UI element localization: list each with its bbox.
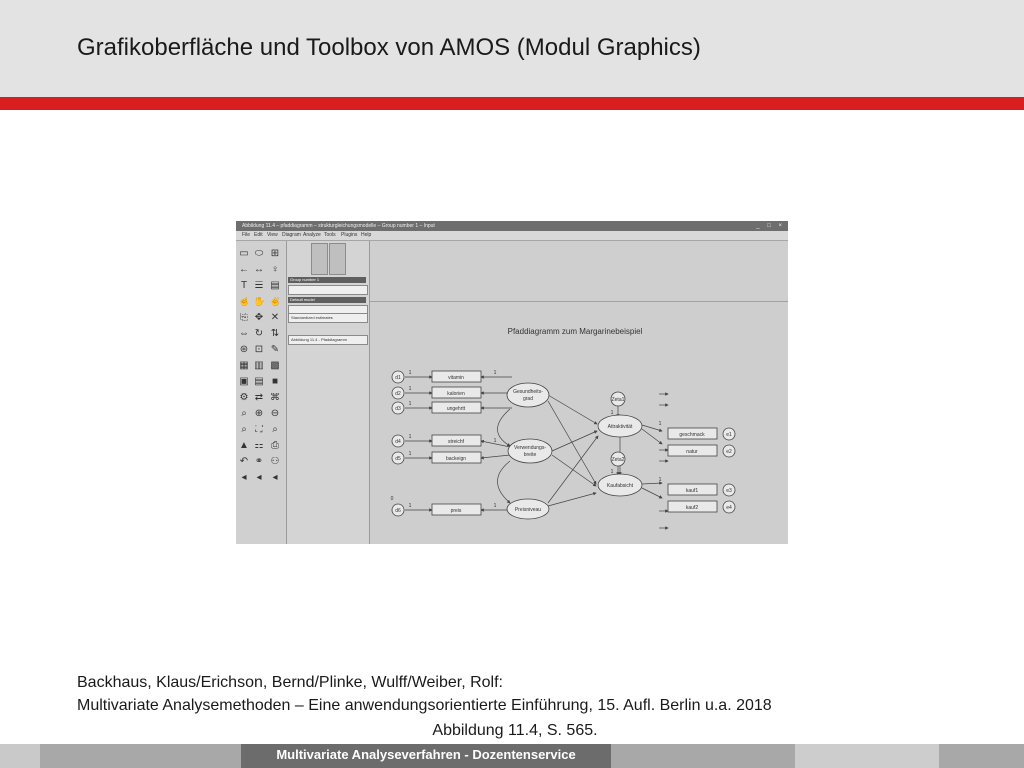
multiple-group-icon[interactable]: ⚏	[254, 441, 264, 451]
touch-up-icon[interactable]: ✎	[270, 345, 280, 355]
citation-book: Multivariate Analysemethoden – Eine anwendungsorientierte Einführung, 15. Aufl. Berlin u.a. 2018	[77, 697, 772, 714]
zoom-in-icon[interactable]: ⊕	[254, 409, 264, 419]
error-d6: d6	[395, 508, 401, 514]
path-label: 1	[408, 451, 412, 457]
rotate-icon[interactable]: ↻	[254, 329, 264, 339]
window-controls[interactable]: _ □ ×	[756, 223, 785, 229]
menu-edit[interactable]: Edit	[254, 232, 263, 238]
text-output-icon[interactable]: ▤	[254, 377, 264, 387]
ellipse-icon[interactable]: ⬭	[254, 249, 264, 259]
indicator-geschmack: geschmack	[679, 432, 705, 438]
arrow-left-icon[interactable]: ◂	[241, 473, 247, 483]
zoom-out-icon[interactable]: ⊖	[270, 409, 280, 419]
path-label: 1	[493, 370, 497, 376]
model-bar: Default model	[288, 297, 366, 303]
amos-toolbox	[236, 241, 287, 544]
path-label: 1	[408, 370, 412, 376]
degrees-of-freedom-icon[interactable]: ▲	[239, 441, 249, 451]
title-icon[interactable]: T	[240, 281, 248, 291]
construct-verwendungsbreite-1: Verwendungs-	[514, 445, 546, 451]
menu-diagram[interactable]: Diagram	[282, 232, 301, 238]
indicator-backeign: backeign	[445, 456, 467, 462]
path-label: 1	[610, 410, 614, 416]
error-d1: d1	[395, 375, 401, 381]
drawing-area[interactable]	[370, 241, 788, 544]
data-file-icon[interactable]: ▦	[239, 361, 249, 371]
input-path-button[interactable]	[311, 243, 328, 275]
indicator-streichf: streichf	[447, 439, 465, 445]
scroll-icon[interactable]: ⊡	[254, 345, 264, 355]
shape-change-icon[interactable]: ⇔	[239, 329, 249, 339]
copy-icon[interactable]: ⎘	[240, 313, 248, 323]
path-label: 1	[408, 386, 412, 392]
path-label: 1	[493, 503, 497, 509]
clipboard-icon[interactable]: ▣	[239, 377, 249, 387]
window-title-bar	[236, 221, 788, 231]
menu-help[interactable]: Help	[361, 232, 372, 238]
error-e2: e2	[726, 449, 732, 455]
error-e3: e3	[726, 488, 732, 494]
fit-page-icon[interactable]: ⛶	[255, 425, 263, 435]
path-label: 1	[408, 434, 412, 440]
arrow-left-icon[interactable]: ◂	[272, 473, 278, 483]
double-arrow-icon[interactable]: ↔	[254, 265, 264, 275]
menu-tools[interactable]: Tools	[324, 232, 336, 238]
output-path-button[interactable]	[329, 243, 346, 275]
file-list[interactable]: Abbildung 11.4 - Pfaddiagramm	[288, 335, 368, 345]
error-d4: d4	[395, 439, 401, 445]
print-icon[interactable]: ⎙	[271, 441, 279, 451]
group-bar: Group number 1	[288, 277, 366, 283]
slide-title: Grafikoberfläche und Toolbox von AMOS (Modul Graphics)	[77, 34, 701, 61]
arrow-left-icon[interactable]: ◂	[256, 473, 262, 483]
construct-gesundheitsgrad-1: Gesundheits-	[513, 389, 543, 395]
citation-authors: Backhaus, Klaus/Erichson, Bernd/Plinke, Wulff/Weiber, Rolf:	[77, 674, 503, 691]
residual-zeta2: Zeta2	[611, 457, 625, 463]
path-label: 1	[493, 438, 497, 444]
binoculars-icon[interactable]: ⚇	[270, 457, 280, 467]
estimates-select[interactable]: Standardized estimates	[288, 313, 368, 323]
menu-analyze[interactable]: Analyze	[303, 232, 321, 238]
indicator-natur: natur	[686, 449, 698, 455]
slide-header	[0, 0, 1024, 97]
move-icon[interactable]: ✥	[254, 313, 264, 323]
error-e4: e4	[726, 505, 732, 511]
group-list[interactable]	[288, 285, 368, 295]
move-parameters-icon[interactable]: ⊛	[239, 345, 249, 355]
error-d3: d3	[395, 406, 401, 412]
zoom-area-icon[interactable]: ⌕	[241, 409, 247, 419]
preserve-symmetries-icon[interactable]: ⌘	[270, 393, 280, 403]
amos-screenshot	[236, 221, 788, 544]
model-panel	[287, 241, 370, 544]
accent-bar	[0, 97, 1024, 110]
save-icon[interactable]: ■	[271, 377, 279, 387]
undo-icon[interactable]: ↶	[239, 457, 249, 467]
construct-verwendungsbreite-2: breite	[523, 452, 537, 458]
list-variables-icon[interactable]: ☰	[254, 281, 264, 291]
path-diagram	[370, 241, 788, 544]
indicator-icon[interactable]: ⊞	[270, 249, 280, 259]
path-label: 1	[658, 477, 662, 483]
footer-text: Multivariate Analyseverfahren - Dozentenservice	[276, 747, 576, 762]
indicator-ungehrtt: ungehrtt	[446, 406, 466, 412]
menu-plugins[interactable]: Plugins	[341, 232, 358, 238]
reflect-icon[interactable]: ⇅	[270, 329, 280, 339]
select-all-icon[interactable]: ✋	[253, 297, 265, 307]
error-d2: d2	[395, 391, 401, 397]
window-title: Abbildung 11.4 – pfaddiagramm – strukturgleichungsmodelle – Group number 1 – Input	[242, 223, 435, 229]
indicator-kauf2: kauf2	[685, 505, 699, 511]
error-d5: d5	[395, 456, 401, 462]
indicator-kalorien: kalorien	[447, 391, 465, 397]
indicator-vitamin: vitamin	[448, 375, 464, 381]
construct-gesundheitsgrad-2: grad	[522, 396, 534, 402]
path-label: 1	[408, 503, 412, 509]
single-arrow-icon[interactable]: ←	[239, 265, 249, 275]
menu-view[interactable]: View	[267, 232, 278, 238]
drag-properties-icon[interactable]: ⇄	[254, 393, 264, 403]
select-one-icon[interactable]: ☝	[238, 297, 250, 307]
path-label: 1	[658, 421, 662, 427]
residual-zeta1: Zeta1	[611, 397, 625, 403]
deselect-icon[interactable]: ✌	[269, 297, 281, 307]
construct-attraktivitaet: Attraktivität	[607, 424, 633, 430]
list-data-icon[interactable]: ▤	[270, 281, 280, 291]
path-label: 1	[610, 469, 614, 475]
menu-file[interactable]: File	[242, 232, 251, 238]
figure-reference: Abbildung 11.4, S. 565.	[432, 722, 598, 739]
analysis-properties-icon[interactable]: ▥	[254, 361, 264, 371]
rectangle-icon[interactable]: ▭	[239, 249, 249, 259]
construct-preisniveau: Preisniveau	[514, 507, 542, 513]
construct-kaufabsicht: Kaufabsicht	[606, 483, 634, 489]
path-label: 1	[408, 401, 412, 407]
redo-icon[interactable]: ⚭	[254, 457, 264, 467]
variance-label: 0	[390, 496, 394, 502]
zoom-page-icon[interactable]: ⌕	[241, 425, 247, 435]
error-e1: e1	[726, 432, 732, 438]
calculate-estimates-icon[interactable]: ▩	[270, 361, 280, 371]
magnify-icon[interactable]: ⌕	[272, 425, 278, 435]
object-properties-icon[interactable]: ⚙	[239, 393, 249, 403]
unique-variable-icon[interactable]: ♀	[271, 265, 279, 275]
menu-bar	[236, 231, 788, 241]
indicator-kauf1: kauf1	[685, 488, 699, 494]
erase-icon[interactable]: ✕	[270, 313, 280, 323]
diagram-title: Pfaddiagramm zum Margarinebeispiel	[507, 327, 643, 336]
indicator-preis: preis	[450, 508, 462, 514]
